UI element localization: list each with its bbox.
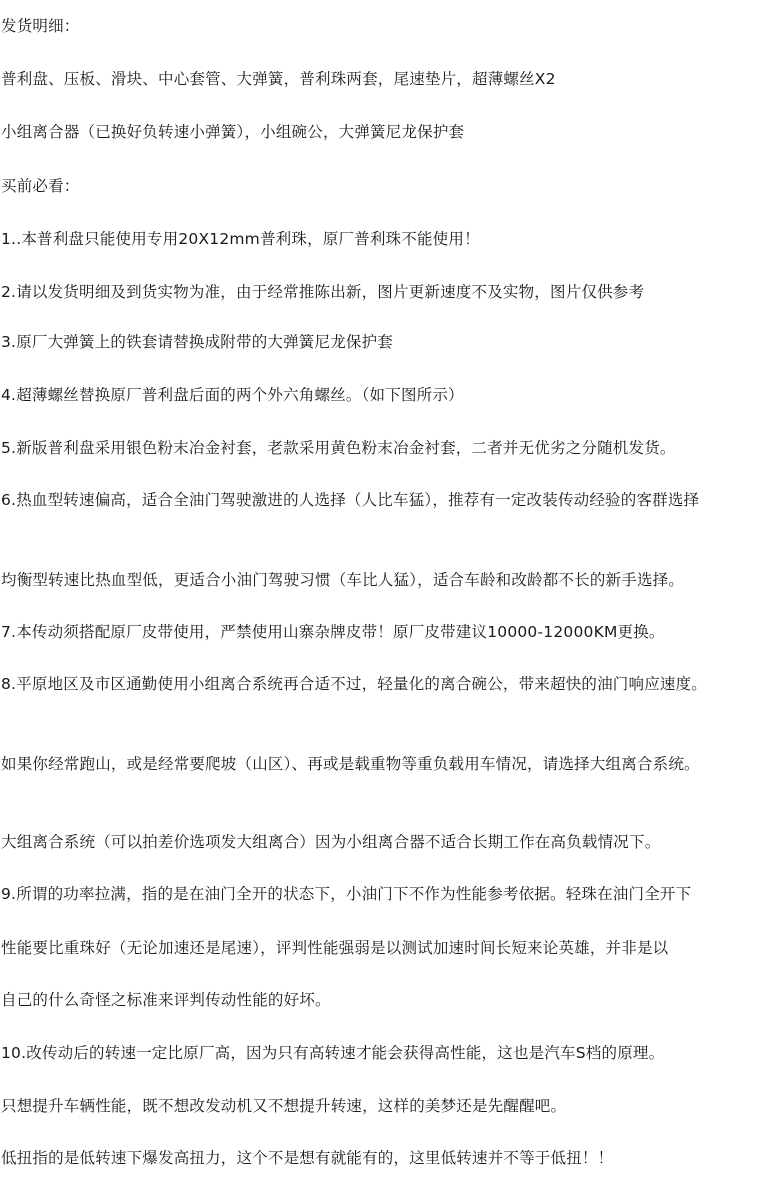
paragraph-mountain-use: 如果你经常跑山，或是经常要爬坡（山区）、再或是载重物等重负载用车情况，请选择大组离合系统。 [1, 755, 700, 773]
paragraph-note-6: 6.热血型转速偏高，适合全油门驾驶激进的人选择（人比车猛），推荐有一定改装传动经验的客群选择 [1, 491, 700, 509]
paragraph-note-7: 7.本传动须搭配原厂皮带使用，严禁使用山寨杂牌皮带！原厂皮带建议10000-12000KM更换。 [1, 623, 665, 641]
heading-shipping-details: 发货明细： [1, 17, 80, 35]
heading-must-read: 买前必看： [1, 177, 80, 195]
paragraph-note-9-cont-2: 自己的什么奇怪之标准来评判传动性能的好坏。 [1, 991, 331, 1009]
paragraph-balanced-type: 均衡型转速比热血型低，更适合小油门驾驶习惯（车比人猛），适合车龄和改龄都不长的新手选择。 [1, 571, 685, 589]
paragraph-performance-dream: 只想提升车辆性能，既不想改发动机又不想提升转速，这样的美梦还是先醒醒吧。 [1, 1097, 567, 1115]
paragraph-note-10: 10.改传动后的转速一定比原厂高，因为只有高转速才能会获得高性能，这也是汽车S档的原理。 [1, 1044, 665, 1062]
paragraph-note-9: 9.所谓的功率拉满，指的是在油门全开的状态下，小油门下不作为性能参考依据。轻珠在油门全开下 [1, 885, 692, 903]
paragraph-note-4: 4.超薄螺丝替换原厂普利盘后面的两个外六角螺丝。（如下图所示） [1, 386, 464, 404]
paragraph-large-clutch: 大组离合系统（可以拍差价选项发大组离合）因为小组离合器不适合长期工作在高负载情况下。 [1, 833, 661, 851]
paragraph-note-1: 1..本普利盘只能使用专用20X12mm普利珠，原厂普利珠不能使用！ [1, 230, 480, 248]
paragraph-note-5: 5.新版普利盘采用银色粉末冶金衬套，老款采用黄色粉末冶金衬套，二者并无优劣之分随机发货。 [1, 439, 676, 457]
paragraph-low-torque: 低扭指的是低转速下爆发高扭力，这个不是想有就能有的，这里低转速并不等于低扭！！ [1, 1149, 614, 1167]
paragraph-note-8: 8.平原地区及市区通勤使用小组离合系统再合适不过，轻量化的离合碗公，带来超快的油门响应速度。 [1, 675, 707, 693]
paragraph-note-9-cont-1: 性能要比重珠好（无论加速还是尾速），评判性能强弱是以测试加速时间长短来论英雄，并非是以 [1, 939, 669, 957]
paragraph-clutch-parts: 小组离合器（已换好负转速小弹簧），小组碗公，大弹簧尼龙保护套 [1, 123, 465, 141]
paragraph-parts-list: 普利盘、压板、滑块、中心套管、大弹簧，普利珠两套，尾速垫片，超薄螺丝X2 [1, 70, 556, 88]
paragraph-note-2: 2.请以发货明细及到货实物为准，由于经常推陈出新，图片更新速度不及实物，图片仅供参考 [1, 283, 645, 301]
paragraph-note-3: 3.原厂大弹簧上的铁套请替换成附带的大弹簧尼龙保护套 [1, 333, 393, 351]
